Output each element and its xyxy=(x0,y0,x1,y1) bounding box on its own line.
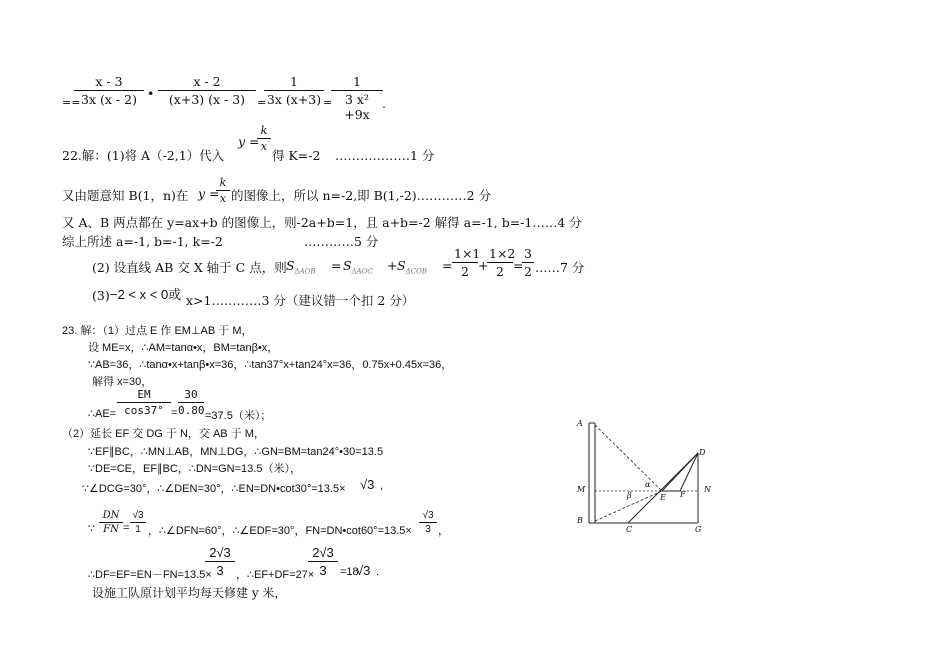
k-over-x: $\frac{k}{x}$ xyxy=(257,124,271,153)
geometry-figure xyxy=(570,415,720,540)
label-E: E xyxy=(660,493,666,502)
frac-1x2: $\frac{1\times 2}{2}$ xyxy=(489,246,516,279)
fraction-2: $\frac{x - 2}{(x+3) (x - 3)}$ xyxy=(158,74,256,107)
frac-em-cos37: $\frac{EM}{\cos 37^\circ}$ xyxy=(117,388,171,417)
eq-sign: == xyxy=(62,96,81,109)
frac-1x1: $\frac{1\times 1}{2}$ xyxy=(454,246,481,279)
frac-dn-fn: $\frac{DN}{FN}$ xyxy=(99,510,123,535)
label-D: D xyxy=(699,448,706,457)
frac-30-080: $\frac{30}{0.80}$ xyxy=(178,388,205,417)
label-C: C xyxy=(626,525,633,534)
frac-3-2: $\frac{3}{2}$ xyxy=(522,246,534,279)
frac-2r3-3a: $\frac{2√3}{3}$ xyxy=(205,545,235,578)
multiply-dot: • xyxy=(147,86,155,101)
label-A: A xyxy=(577,419,583,428)
label-F: F xyxy=(680,490,686,499)
q22-intro: 22.解：(1)将 A（-2,1）代入 xyxy=(62,148,225,163)
frac-r3-3: $\frac{√3}{3}$ xyxy=(419,510,437,535)
label-beta: β xyxy=(627,491,632,500)
figure-svg xyxy=(570,415,720,540)
frac-r3-1: $\frac{√3}{1}$ xyxy=(130,510,146,535)
label-M: M xyxy=(577,485,586,494)
label-alpha: α xyxy=(645,480,651,489)
fraction-3: $\frac{1}{3x (x+3)}$ xyxy=(264,74,324,107)
label-N: N xyxy=(704,485,711,494)
fraction-4: $\frac{1}{\text{3 x² +9x}}$ xyxy=(331,74,383,122)
fraction-1: $\frac{x - 3}{3x (x - 2)}$ xyxy=(74,74,144,107)
label-B: B xyxy=(577,516,583,525)
label-G: G xyxy=(695,525,702,534)
frac-2r3-3b: $\frac{2√3}{3}$ xyxy=(308,545,338,578)
